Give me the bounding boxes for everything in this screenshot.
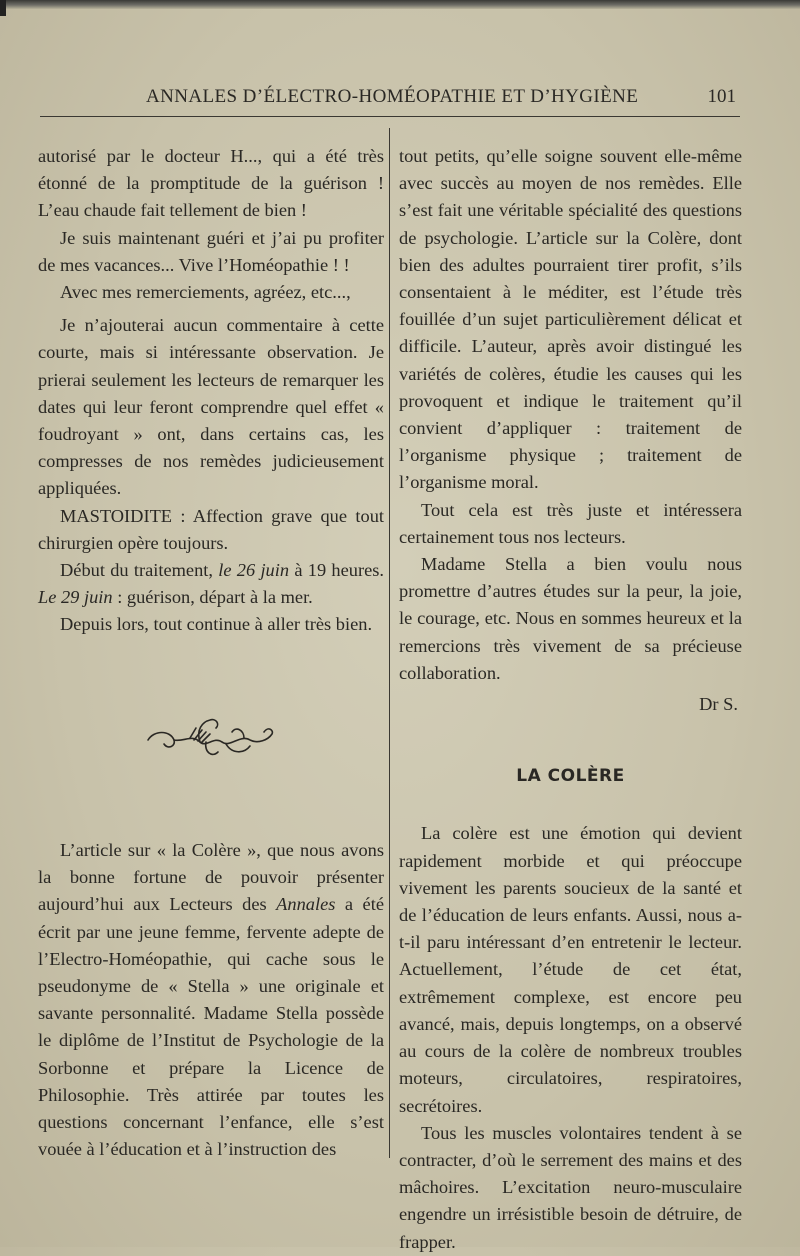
paragraph: Avec mes remerciements, agréez, etc..., [60,282,351,303]
page-header [40,86,740,116]
running-title: ANNALES D’ÉLECTRO-HOMÉOPATHIE ET D’HYGIÈNE [146,86,639,107]
page-number: 101 [707,86,736,107]
paragraph: tout petits, qu’elle soigne souvent elle-même avec succès au moyen de nos remèdes. Elle s’est fait une véritable spécialité des questions de psychologie. L’article sur la Colère, dont bien des adultes pourraient tirer profit, s’ils consentaient à le méditer, est l’étude très fouillée d’un sujet particulièrement délicat et difficile. L’auteur, après avoir distingué les variétés de colères, étudie les causes qui les provoquent et indique le traitement qu’il convient d’appliquer : traitement de l’organisme physique ; traitement de l’organisme moral. [399,146,742,493]
date-italic: le 26 juin [218,560,290,581]
binding-mark [0,0,6,16]
paragraph [38,557,384,611]
signature: Dr S. [699,694,738,715]
paragraph: MASTOIDITE : Affection grave que tout chirurgien opère toujours. [38,505,384,553]
header-rule [40,116,740,117]
paragraph: autorisé par le docteur H..., qui a été très étonné de la promptitude de la guérison ! L’eau chaude fait tellement de bien ! [38,146,384,221]
text-run: L’article sur « la Colère », que nous avons la bonne fortune de pouvoir présenter aujourd’hui aux Lecteurs des [38,840,384,915]
paragraph: Je n’ajouterai aucun commentaire à cette courte, mais si intéressante observation. Je prierai seulement les lecteurs de remarquer les dates qui leur feront comprendre quel effet « foudroyant » ont, dans certains cas, les compresses de nos remèdes judicieusement appliquées. [38,315,384,499]
section-title: LA COLÈRE [516,766,625,787]
text-run: a été écrit par une jeune femme, fervente adepte de l’Electro-Homéopathie, qui cache sous le pseudonyme de « Stella » une originale et savante personnalité. Madame Stella possède le diplôme de l’Institut de Psychologie de la Sorbonne et prépare la Licence de Philosophie. Très attirée par toutes les questions concernant l’enfance, elle s’est vouée à l’éducation et à l’instruction des [38,894,384,1160]
paragraph: La colère est une émotion qui devient rapidement morbide et qui préoccupe vivement les parents soucieux de la santé et de l’éducation de leurs enfants. Aussi, nous a-t-il paru intéressant d’en entretenir le lecteur. Actuellement, l’étude de cet état, extrêmement complexe, est encore peu avancé, mais, depuis longtemps, on a observé au cours de la colère de nombreux troubles moteurs, circulatoires, respiratoires, secrétoires. [399,823,742,1116]
left-column-continued [38,837,384,1163]
paragraph: Je suis maintenant guéri et j’ai pu profiter de mes vacances... Vive l’Homéopathie ! ! [38,227,384,275]
paragraph [38,837,384,1163]
paragraph: Depuis lors, tout continue à aller très bien. [60,614,373,635]
text-run: à 19 heures. [289,560,384,581]
text-run: Début du traitement, [60,560,219,581]
date-italic: Le 29 juin [38,587,113,608]
journal-title-italic: Annales [276,894,336,915]
paragraph: Madame Stella a bien voulu nous promettre d’autres études sur la peur, la joie, le courage, etc. Nous en sommes heureux et la remercions très vivement de sa précieuse collaboration. [399,554,742,683]
paragraph: Tous les muscles volontaires tendent à se contracter, d’où le serrement des mains et des mâchoires. L’excitation neuro-musculaire engendre un irrésistible besoin de détruire, de frapper. [399,1122,742,1252]
left-column [38,143,384,639]
page-top-edge [0,0,800,9]
text-run: : guérison, départ à la mer. [112,587,313,608]
paragraph: Tout cela est très juste et intéressera certainement tous nos lecteurs. [399,499,742,547]
right-column [399,143,742,1256]
floral-scroll-ornament-icon [140,712,280,764]
column-divider [389,128,390,1158]
